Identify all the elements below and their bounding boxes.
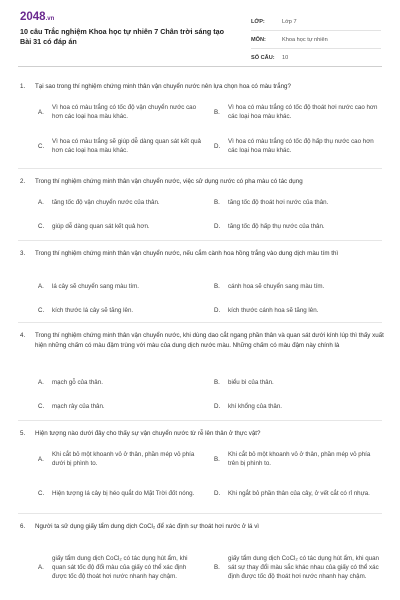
question-text: Hiện tượng nào dưới đây cho thấy sự vận chuyển nước từ rễ lên thân ở thực vật?: [35, 430, 261, 437]
option-text: biểu bì của thân.: [228, 378, 274, 386]
option-label: C.: [38, 306, 45, 314]
option-text: Vì hoa có màu trắng sẽ giúp dễ dàng quan sát kết quả hơn các loại hoa màu khác.: [52, 138, 201, 154]
option-text: giấy tẩm dung dịch CoCl₂ có tác dụng hút ẩm, khi quan sát sự thay đổi màu sắc khác nhau của giấy có thể xác định được tốc độ thoát hơi nước nhanh hay chậm.: [228, 554, 379, 580]
option-text: giấy tẩm dung dịch CoCl₂ có tác dụng hút ẩm, khi quan sát tốc độ đổi màu của giấy có thể xác định được tốc độ thoát hơi nước nhanh hay chậm.: [52, 554, 188, 580]
option-c[interactable]: [20, 400, 216, 412]
meta-row-subject: [251, 31, 381, 49]
question-divider: [18, 322, 382, 323]
option-a[interactable]: [20, 448, 216, 470]
option-a[interactable]: [20, 196, 216, 208]
option-d[interactable]: [214, 482, 382, 504]
question-text: Trong thí nghiệm chứng minh thân vận chuyển nước, nếu cắm cành hoa hồng trắng vào dung dịch màu tím thì: [35, 250, 339, 257]
option-text: mạch gỗ của thân.: [52, 378, 103, 386]
option-label: B.: [214, 282, 220, 290]
option-text: Vì hoa có màu trắng có tốc độ hấp thụ nước cao hơn các loại hoa màu khác.: [228, 138, 374, 154]
option-d[interactable]: [214, 220, 382, 232]
option-label: A.: [38, 563, 44, 571]
question-4: [20, 331, 384, 350]
question-number: 3.: [20, 250, 26, 257]
option-text: Khi cắt bỏ một khoanh vỏ ở thân, phần mép vỏ phía dưới bị phình to.: [52, 451, 195, 467]
option-label: D.: [214, 222, 221, 230]
question-text: Người ta sử dụng giấy tẩm dung dịch CoCl₂ để xác định sự thoát hơi nước ở lá vì: [35, 523, 260, 530]
meta-value: 10: [282, 54, 289, 61]
option-label: A.: [38, 198, 44, 206]
meta-key: LỚP:: [251, 18, 265, 25]
option-c[interactable]: [20, 304, 216, 316]
question-text: Trong thí nghiệm chứng minh thân vận chuyển nước, khi dùng dao cắt ngang phần thân và quan sát dưới kính lúp thì thấy xuất hiện những chấm có màu đậm trùng với màu của dung dịch nước màu. Những chấm có màu đậm này chính là: [35, 332, 384, 349]
meta-value: Lớp 7: [282, 18, 297, 25]
option-text: mạch rây của thân.: [52, 402, 105, 410]
meta-value: Khoa học tự nhiên: [282, 36, 328, 43]
option-b[interactable]: [214, 101, 382, 123]
option-label: D.: [214, 489, 221, 497]
option-label: B.: [214, 455, 220, 463]
question-divider: [18, 168, 382, 169]
option-text: cánh hoa sẽ chuyển sang màu tím.: [228, 282, 325, 290]
site-logo[interactable]: [20, 11, 54, 23]
option-text: Vì hoa có màu trắng có tốc độ thoát hơi nước cao hơn các loại hoa màu khác.: [228, 104, 378, 120]
option-text: lá cây sẽ chuyển sang màu tím.: [52, 282, 140, 290]
option-a[interactable]: [20, 101, 216, 123]
meta-key: SỐ CÂU:: [251, 54, 275, 61]
option-label: A.: [38, 378, 44, 386]
option-d[interactable]: [214, 400, 382, 412]
option-a[interactable]: [20, 376, 216, 388]
option-text: khí khổng của thân.: [228, 402, 283, 410]
option-label: A.: [38, 282, 44, 290]
option-b[interactable]: [214, 448, 382, 470]
meta-row-class: [251, 13, 381, 31]
option-a[interactable]: [20, 280, 216, 292]
question-3: [20, 249, 384, 259]
option-label: C.: [38, 489, 45, 497]
option-label: C.: [38, 222, 45, 230]
question-6: [20, 522, 384, 532]
question-text: Tại sao trong thí nghiệm chứng minh thân vận chuyển nước nên lựa chọn hoa có màu trắng?: [35, 83, 291, 90]
option-label: B.: [214, 198, 220, 206]
question-number: 1.: [20, 83, 26, 90]
option-text: giúp dễ dàng quan sát kết quả hơn.: [52, 222, 150, 230]
option-c[interactable]: [20, 135, 216, 157]
option-d[interactable]: [214, 135, 382, 157]
logo-suffix: .vn: [45, 16, 55, 22]
option-c[interactable]: [20, 482, 216, 504]
option-d[interactable]: [214, 304, 382, 316]
question-number: 5.: [20, 430, 26, 437]
option-label: D.: [214, 142, 221, 150]
option-label: A.: [38, 108, 44, 116]
option-label: D.: [214, 402, 221, 410]
page-header: [0, 0, 400, 66]
option-text: kích thước lá cây sẽ tăng lên.: [52, 306, 134, 314]
question-divider: [18, 513, 382, 514]
option-a[interactable]: [20, 545, 216, 589]
question-number: 6.: [20, 523, 26, 530]
page-title: 10 câu Trắc nghiệm Khoa học tự nhiên 7 Chân trời sáng tạo Bài 31 có đáp án: [20, 27, 225, 46]
question-1: [20, 82, 384, 92]
option-text: Khi cắt bỏ một khoanh vỏ ở thân, phần mép vỏ phía trên bị phình to.: [228, 451, 371, 467]
logo-main: 2048: [20, 11, 46, 23]
option-b[interactable]: [214, 280, 382, 292]
question-text: Trong thí nghiệm chứng minh thân vận chuyển nước, việc sử dụng nước có pha màu có tác dụng: [35, 178, 303, 185]
option-label: C.: [38, 142, 45, 150]
question-number: 4.: [20, 332, 26, 339]
question-5: [20, 429, 384, 439]
option-text: Hiện tượng lá cây bị héo quắt do Mặt Trời đốt nóng.: [52, 489, 195, 497]
meta-row-count: [251, 49, 381, 66]
option-label: B.: [214, 563, 220, 571]
question-2: [20, 177, 384, 187]
option-b[interactable]: [214, 376, 382, 388]
option-b[interactable]: [214, 545, 382, 589]
question-number: 2.: [20, 178, 26, 185]
option-b[interactable]: [214, 196, 382, 208]
option-label: B.: [214, 378, 220, 386]
option-label: C.: [38, 402, 45, 410]
option-text: tăng tốc độ hấp thụ nước của thân.: [228, 222, 325, 230]
option-text: Vì hoa có màu trắng có tốc độ vận chuyển nước cao hơn các loại hoa màu khác.: [52, 104, 197, 120]
option-text: kích thước cánh hoa sẽ tăng lên.: [228, 306, 319, 314]
header-divider: [18, 66, 382, 67]
option-text: tăng tốc độ thoát hơi nước của thân.: [228, 198, 329, 206]
option-label: B.: [214, 108, 220, 116]
meta-table: [251, 13, 381, 66]
option-c[interactable]: [20, 220, 216, 232]
meta-key: MÔN:: [251, 36, 266, 43]
question-divider: [18, 420, 382, 421]
option-text: Khi ngắt bỏ phần thân của cây, ở vết cắt có rỉ nhựa.: [228, 489, 370, 497]
option-label: D.: [214, 306, 221, 314]
question-divider: [18, 240, 382, 241]
option-text: tăng tốc độ vận chuyển nước của thân.: [52, 198, 160, 206]
option-label: A.: [38, 455, 44, 463]
